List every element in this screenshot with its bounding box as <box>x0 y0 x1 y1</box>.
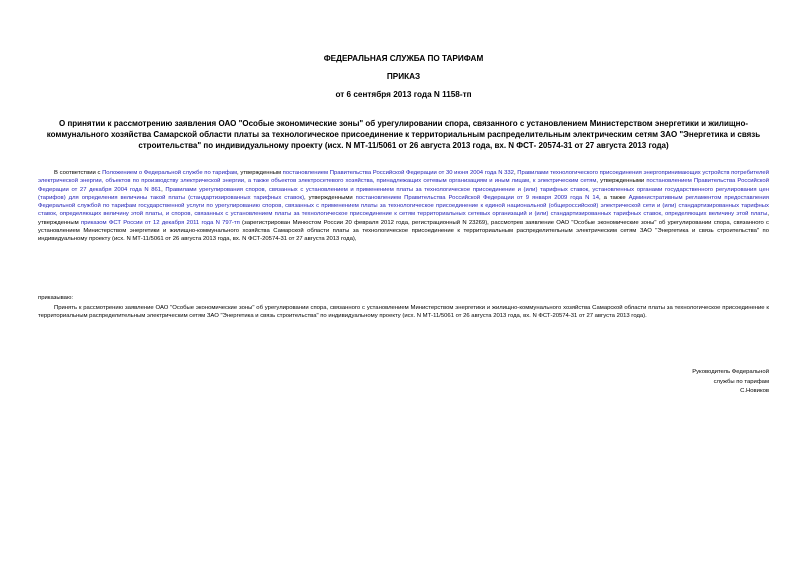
agency-heading: ФЕДЕРАЛЬНАЯ СЛУЖБА ПО ТАРИФАМ <box>323 54 484 63</box>
link-connection-rules[interactable]: Правилами технологического присоединения энергопринимающих устройств потребителей электрической энергии, объектов по производству электрической энергии, а также объектов электросетевого хозяйства, принадлежащих сетевым организациям и иным лицам, к электрическим сетям <box>38 170 769 185</box>
link-resolution-861[interactable]: постановлением Правительства Российской Федерации от 27 декабря 2004 года N 861 <box>38 178 769 193</box>
signature-block <box>692 368 769 397</box>
link-dispute-rules[interactable]: Правилами урегулирования споров, связанных с установлением и применением платы за технологическое присоединение и (или) тарифных ставок, установленных органами государственного регулирования цен (тарифов) для определения величины такой платы (стандартизированных тарифных ставок) <box>38 186 769 201</box>
preamble-text: , утвержденным <box>38 211 769 226</box>
link-resolution-332[interactable]: постановлением Правительства Российской Федерации от 30 июня 2004 года N 332 <box>282 170 514 176</box>
preamble-text: , а также <box>598 194 629 201</box>
preamble-text: , утвержденными <box>304 194 356 201</box>
order-label: приказываю: <box>38 295 74 301</box>
document-date-number: от 6 сентября 2013 года N 1158-тп <box>335 90 472 99</box>
preamble-text: , утвержденным <box>237 170 283 176</box>
preamble-text: , утвержденными <box>596 178 647 185</box>
signature-position: Руководитель Федеральной <box>692 369 769 375</box>
document-type: ПРИКАЗ <box>386 72 421 81</box>
preamble-paragraph <box>38 169 769 243</box>
link-admin-regulation[interactable]: Административным регламентом предоставления Федеральной службой по тарифам государственной услуги по урегулированию споров, связанных с применением платы за технологическое присоединение к единой национальной (общероссийской) электрической сети и (или) стандартизированных тарифных ставок, определяющих величину этой платы, и споров, связанных с установлением платы за технологическое присоединение к сетям территориальных сетевых организаций и (или) стандартизированных тарифных ставок, определяющих величину этой платы <box>38 194 769 218</box>
link-resolution-14[interactable]: постановлением Правительства Российской Федерации от 9 января 2009 года N 14 <box>355 194 599 201</box>
signature-name: С.Новиков <box>740 388 769 394</box>
link-regulation-fst[interactable]: Положением о Федеральной службе по тарифам <box>102 170 238 176</box>
preamble-text: , <box>513 170 518 176</box>
preamble-text: , <box>161 186 166 193</box>
preamble-text: В соответствии с <box>54 170 103 176</box>
decision <box>38 304 769 321</box>
signature-organization: службы по тарифам <box>713 378 769 385</box>
link-order-797[interactable]: приказом ФСТ России от 12 декабря 2011 года N 797-тп <box>80 219 240 226</box>
preamble <box>38 169 769 243</box>
document-title: О принятии к рассмотрению заявления ОАО "Особые экономические зоны" об урегулировании спора, связанного с установлением Министерством энергетики и жилищно-коммунального хозяйства Самарской области платы за технологическое присоединение к территориальным распределительным электрическим сетям ЗАО "Энергетика и связь строительства" по индивидуальному проекту (исх. N МТ-11/5061 от 26 августа 2013 года, вх. N ФСТ- 20574-31 от 27 августа 2013 года) <box>46 119 761 151</box>
decision-paragraph: Принять к рассмотрению заявление ОАО "Особые экономические зоны" об урегулировании спора, связанного с установлением Министерством энергетики и жилищно-коммунального хозяйства Самарской области платы за технологическое присоединение к территориальным распределительным электрическим сетям ЗАО "Энергетика и связь строительства" по индивидуальному проекту (исх. N МТ-11/5061 от 26 августа 2013 года, вх. N ФСТ-20574-31 от 27 августа 2013 года). <box>38 305 769 320</box>
preamble-text: (зарегистрирован Минюстом России 20 февраля 2012 года, регистрационный N 23269), рассмотрев заявление ОАО "Особые экономические зоны" об урегулировании спора, связанного с установлением Министерством энергетики и жилищно-коммунального хозяйства Самарской области платы за технологическое присоединение к территориальным распределительным электрическим сетям ЗАО "Энергетика и связь строительства" по индивидуальному проекту (исх. N МТ-11/5061 от 26 августа 2013 года, вх. N ФСТ-20574-31 от 27 августа 2013 года), <box>38 219 770 242</box>
